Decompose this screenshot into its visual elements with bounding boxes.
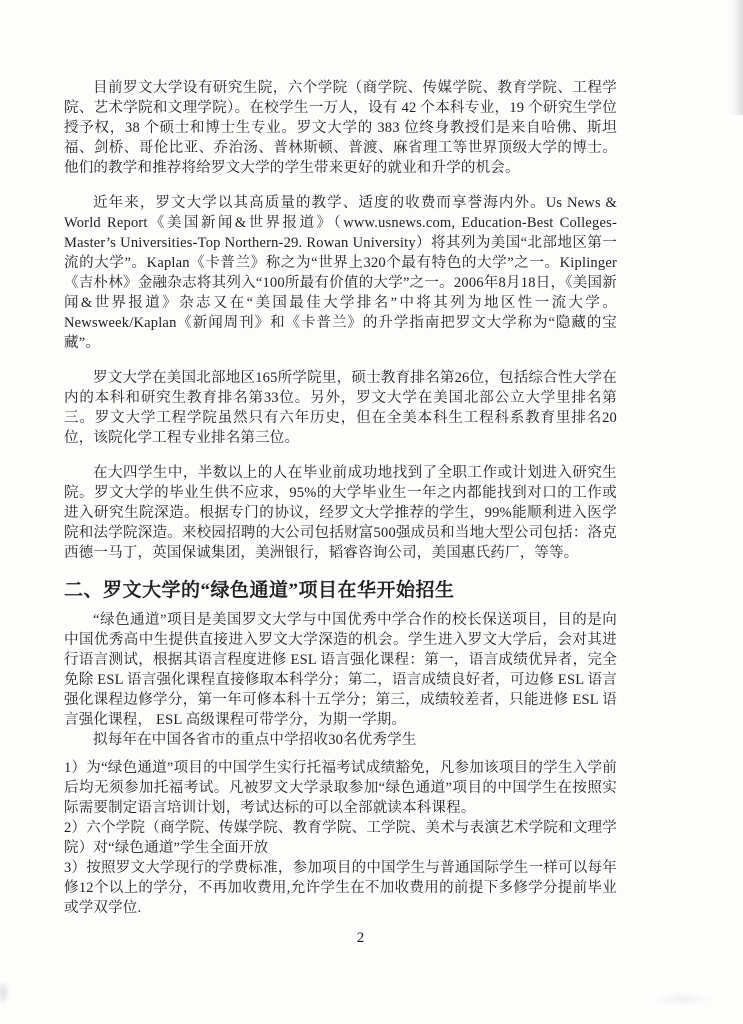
- text-block: [64, 78, 617, 918]
- list-item-colleges-open: 2）六个学院（商学院、传媒学院、教育学院、工学院、美术与表演艺术学院和文理学院）对“绿色通道”学生全面开放: [64, 820, 617, 856]
- numbered-item-list: [64, 758, 617, 918]
- scan-smudge-bottom-left: [0, 980, 10, 1006]
- paragraph-rankings-media: 近年来，罗文大学以其高质量的教学、适度的收费而享誉海内外。Us News & World Report《美国新闻&世界报道》（www.usnews.com, Education-Best Colleges-Master’s Universities-Top Northern-29. Rowan University）将其列为美国“北部地区第一流的大学”。Kaplan《卡普兰》称之为“世界上320个最有特色的大学”之一。Kiplinger《吉朴林》金融杂志将其列入“100所最有价值的大学”之一。2006年8月18日，《美国新闻&世界报道》杂志又在“美国最佳大学排名”中将其列为地区性一流大学。Newsweek/Kaplan《新闻周刊》和《卡普兰》的升学指南把罗文大学称为“隐藏的宝藏”。: [64, 195, 617, 351]
- paragraph-graduate-employment: 在大四学生中，半数以上的人在毕业前成功地找到了全职工作或计划进入研究生院。罗文大学的毕业生供不应求，95%的大学毕业生一年之内都能找到对口的工作或进入研究生院深造。根据专门的协议，经罗文大学推荐的学生，99%能顺利进入医学院和法学院深造。来校园招聘的大公司包括财富500强成员和当地大型公司包括：洛克西德一马丁，英国保诚集团，美洲银行，韬睿咨询公司，美国惠氏药厂，等等。: [64, 465, 617, 561]
- recruit-quota-line: 拟每年在中国各省市的重点中学招收30名优秀学生: [93, 732, 417, 748]
- scan-edge-shadow: [727, 0, 743, 115]
- section-heading-green-channel: 二、罗文大学的“绿色通道”项目在华开始招生: [64, 580, 455, 601]
- page-number: 2: [356, 930, 365, 946]
- list-item-toefl-waiver: 1）为“绿色通道”项目的中国学生实行托福考试成绩豁免，凡参加该项目的学生入学前后均无须参加托福考试。凡被罗文大学录取参加“绿色通道”项目的中国学生在按照实际需要制定语言培训计划，考试达标的可以全部就读本科课程。: [64, 760, 617, 816]
- scan-smudge-bottom-right: [653, 992, 713, 1006]
- paragraph-regional-rankings: 罗文大学在美国北部地区165所学院里，硕士教育排名第26位，包括综合性大学在内的本科和研究生教育排名第33位。另外，罗文大学在美国北部公立大学里排名第三。罗文大学工程学院虽然只有六年历史，但在全美本科生工程科系教育里排名20位，该院化学工程专业排名第三位。: [64, 370, 617, 446]
- paragraph-university-overview: 目前罗文大学设有研究生院，六个学院（商学院、传媒学院、教育学院、工程学院、艺术学院和文理学院）。在校学生一万人，设有 42 个本科专业，19 个研究生学位授予权，38 个硕士和博士生专业。罗文大学的 383 位终身教授们是来自哈佛、斯坦福、剑桥、哥伦比亚、乔治汤、普林斯顿、普渡、麻省理工等世界顶级大学的博士。他们的教学和推荐将给罗文大学的学生带来更好的就业和升学的机会。: [64, 80, 617, 176]
- list-item-tuition-credits: 3）按照罗文大学现行的学费标准，参加项目的中国学生与普通国际学生一样可以每年修12个以上的学分，不再加收费用,允许学生在不加收费用的前提下多修学分提前毕业或学双学位.: [64, 860, 617, 916]
- paragraph-green-channel-intro: “绿色通道”项目是美国罗文大学与中国优秀中学合作的校长保送项目，目的是向中国优秀高中生提供直接进入罗文大学深造的机会。学生进入罗文大学后，会对其进行语言测试，根据其语言程度进修 ESL 语言强化课程：第一，语言成绩优异者，完全免除 ESL 语言强化课程直接修取本科学分；第二，语言成绩良好者，可边修 ESL 语言强化课程边修学分，第一年可修本科十五学分；第三，成绩较差者，只能进修 ESL 语言强化课程， ESL 高级课程可带学分，为期一学期。: [64, 612, 617, 728]
